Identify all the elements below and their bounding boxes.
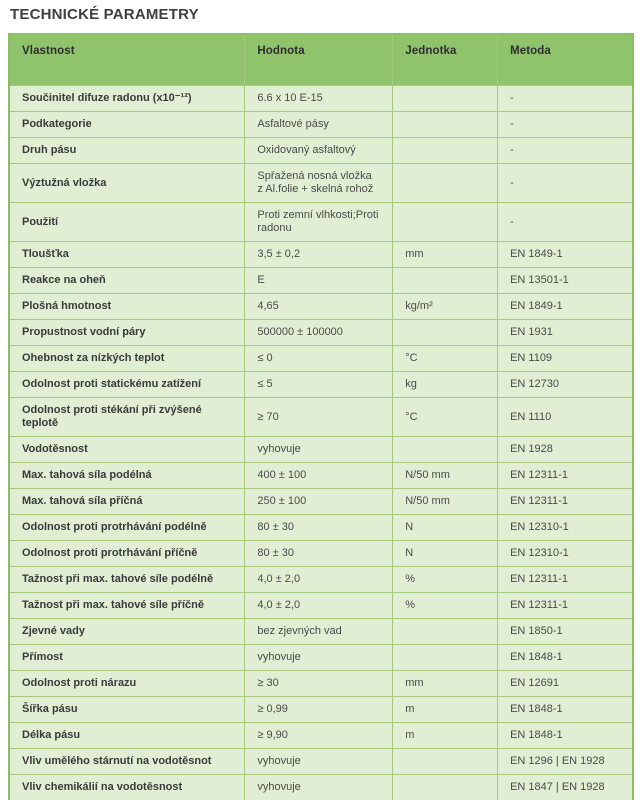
unit-cell (393, 86, 498, 112)
unit-cell (393, 320, 498, 346)
value-cell: 80 ± 30 (245, 541, 393, 567)
value-cell: ≤ 5 (245, 372, 393, 398)
property-cell: Propustnost vodní páry (9, 320, 245, 346)
value-cell: 250 ± 100 (245, 489, 393, 515)
unit-cell: % (393, 567, 498, 593)
unit-cell (393, 203, 498, 242)
table-row (9, 268, 633, 294)
unit-cell (393, 268, 498, 294)
property-cell: Podkategorie (9, 112, 245, 138)
property-cell: Plošná hmotnost (9, 294, 245, 320)
unit-cell (393, 619, 498, 645)
value-cell: E (245, 268, 393, 294)
table-row (9, 515, 633, 541)
method-cell: - (498, 138, 633, 164)
property-cell: Max. tahová síla podélná (9, 463, 245, 489)
property-cell: Délka pásu (9, 723, 245, 749)
unit-cell: °C (393, 398, 498, 437)
table-row (9, 242, 633, 268)
table-row (9, 749, 633, 775)
unit-cell: % (393, 593, 498, 619)
method-cell: EN 1850-1 (498, 619, 633, 645)
value-cell: ≤ 0 (245, 346, 393, 372)
property-cell: Tažnost při max. tahové síle příčně (9, 593, 245, 619)
value-cell: bez zjevných vad (245, 619, 393, 645)
table-row (9, 697, 633, 723)
property-cell: Odolnost proti statickému zatížení (9, 372, 245, 398)
property-cell: Ohebnost za nízkých teplot (9, 346, 245, 372)
value-cell: 4,0 ± 2,0 (245, 567, 393, 593)
method-cell: EN 13501-1 (498, 268, 633, 294)
value-cell: 4,0 ± 2,0 (245, 593, 393, 619)
value-cell: vyhovuje (245, 645, 393, 671)
column-header: Vlastnost (9, 34, 245, 86)
value-cell: 6.6 x 10 E-15 (245, 86, 393, 112)
table-row (9, 294, 633, 320)
unit-cell: N/50 mm (393, 489, 498, 515)
property-cell: Druh pásu (9, 138, 245, 164)
method-cell: EN 12691 (498, 671, 633, 697)
method-cell: EN 12730 (498, 372, 633, 398)
table-row (9, 645, 633, 671)
unit-cell (393, 164, 498, 203)
property-cell: Odolnost proti stékání při zvýšené teplotě (9, 398, 245, 437)
parameters-table (8, 33, 634, 800)
method-cell: EN 1849-1 (498, 294, 633, 320)
table-row (9, 203, 633, 242)
property-cell: Tažnost při max. tahové síle podélně (9, 567, 245, 593)
table-row (9, 86, 633, 112)
column-header: Jednotka (393, 34, 498, 86)
property-cell: Odolnost proti protrhávání podélně (9, 515, 245, 541)
method-cell: - (498, 86, 633, 112)
method-cell: EN 12310-1 (498, 515, 633, 541)
table-row (9, 437, 633, 463)
method-cell: EN 1848-1 (498, 723, 633, 749)
unit-cell: N (393, 541, 498, 567)
method-cell: EN 1109 (498, 346, 633, 372)
method-cell: EN 1296 | EN 1928 (498, 749, 633, 775)
property-cell: Přímost (9, 645, 245, 671)
property-cell: Odolnost proti nárazu (9, 671, 245, 697)
value-cell: 400 ± 100 (245, 463, 393, 489)
method-cell: - (498, 164, 633, 203)
table-row (9, 320, 633, 346)
method-cell: EN 1931 (498, 320, 633, 346)
property-cell: Zjevné vady (9, 619, 245, 645)
table-row (9, 164, 633, 203)
property-cell: Odolnost proti protrhávání příčně (9, 541, 245, 567)
value-cell: 80 ± 30 (245, 515, 393, 541)
property-cell: Reakce na oheň (9, 268, 245, 294)
value-cell: 3,5 ± 0,2 (245, 242, 393, 268)
unit-cell: N (393, 515, 498, 541)
value-cell: 500000 ± 100000 (245, 320, 393, 346)
page-title: TECHNICKÉ PARAMETRY (10, 6, 199, 23)
column-header: Hodnota (245, 34, 393, 86)
value-cell: vyhovuje (245, 437, 393, 463)
value-cell: ≥ 30 (245, 671, 393, 697)
method-cell: EN 12311-1 (498, 489, 633, 515)
unit-cell: °C (393, 346, 498, 372)
value-cell: Spřažená nosná vložka z Al.folie + skelná rohož (245, 164, 393, 203)
unit-cell: kg/m² (393, 294, 498, 320)
table-row (9, 671, 633, 697)
column-header: Metoda (498, 34, 633, 86)
property-cell: Součinitel difuze radonu (x10⁻¹²) (9, 86, 245, 112)
property-cell: Použití (9, 203, 245, 242)
table-row (9, 723, 633, 749)
unit-cell: mm (393, 671, 498, 697)
unit-cell (393, 749, 498, 775)
value-cell: 4,65 (245, 294, 393, 320)
unit-cell (393, 645, 498, 671)
value-cell: vyhovuje (245, 775, 393, 800)
unit-cell: kg (393, 372, 498, 398)
method-cell: EN 1849-1 (498, 242, 633, 268)
value-cell: Proti zemní vlhkosti;Proti radonu (245, 203, 393, 242)
value-cell: ≥ 0,99 (245, 697, 393, 723)
table-row (9, 489, 633, 515)
unit-cell: N/50 mm (393, 463, 498, 489)
table-row (9, 398, 633, 437)
method-cell: EN 1110 (498, 398, 633, 437)
unit-cell (393, 112, 498, 138)
method-cell: EN 12311-1 (498, 463, 633, 489)
property-cell: Tloušťka (9, 242, 245, 268)
table-body (9, 86, 633, 800)
method-cell: EN 1848-1 (498, 697, 633, 723)
unit-cell: mm (393, 242, 498, 268)
method-cell: EN 12310-1 (498, 541, 633, 567)
table-row (9, 112, 633, 138)
unit-cell: m (393, 697, 498, 723)
unit-cell (393, 437, 498, 463)
method-cell: EN 1848-1 (498, 645, 633, 671)
table-row (9, 775, 633, 800)
value-cell: ≥ 70 (245, 398, 393, 437)
unit-cell: m (393, 723, 498, 749)
property-cell: Vodotěsnost (9, 437, 245, 463)
method-cell: EN 12311-1 (498, 593, 633, 619)
method-cell: - (498, 112, 633, 138)
property-cell: Šířka pásu (9, 697, 245, 723)
value-cell: Oxidovaný asfaltový (245, 138, 393, 164)
property-cell: Max. tahová síla příčná (9, 489, 245, 515)
property-cell: Výztužná vložka (9, 164, 245, 203)
unit-cell (393, 138, 498, 164)
table-row (9, 593, 633, 619)
property-cell: Vliv umělého stárnutí na vodotěsnot (9, 749, 245, 775)
table-row (9, 138, 633, 164)
value-cell: Asfaltové pásy (245, 112, 393, 138)
value-cell: vyhovuje (245, 749, 393, 775)
table-row (9, 346, 633, 372)
property-cell: Vliv chemikálií na vodotěsnost (9, 775, 245, 800)
method-cell: EN 1928 (498, 437, 633, 463)
method-cell: EN 1847 | EN 1928 (498, 775, 633, 800)
table-row (9, 463, 633, 489)
method-cell: EN 12311-1 (498, 567, 633, 593)
table-row (9, 541, 633, 567)
value-cell: ≥ 9,90 (245, 723, 393, 749)
table-row (9, 619, 633, 645)
table-row (9, 567, 633, 593)
unit-cell (393, 775, 498, 800)
method-cell: - (498, 203, 633, 242)
header-row (9, 34, 633, 86)
table-row (9, 372, 633, 398)
